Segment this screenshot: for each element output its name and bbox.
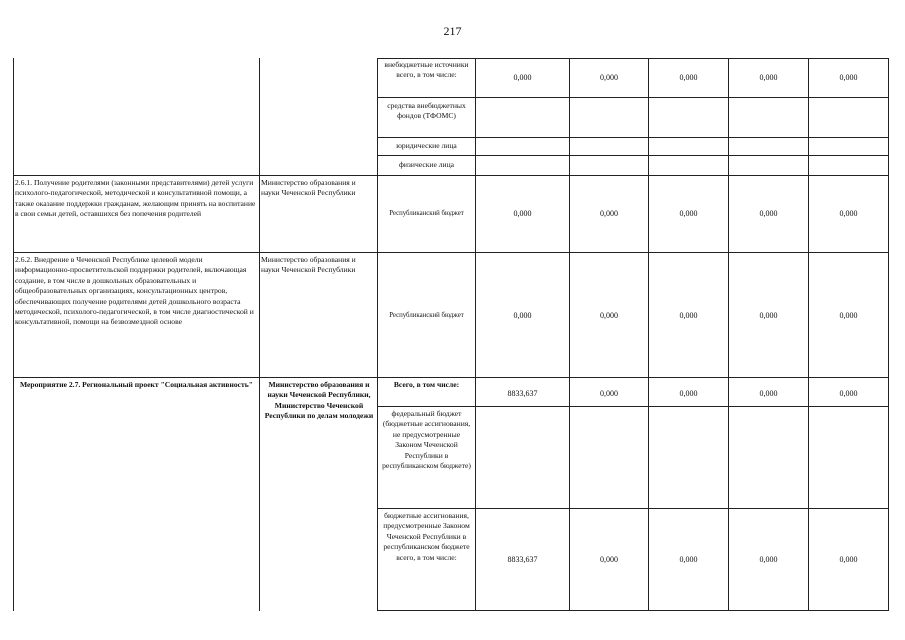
page-number: 217 [443, 24, 462, 38]
col-line-4 [475, 58, 476, 611]
value-cell: 0,000 [839, 311, 858, 320]
value-cell: 0,000 [600, 73, 618, 82]
source-cell: юридические лица [396, 141, 457, 150]
row-line-bottom [377, 610, 889, 611]
value-cell: 0,000 [839, 209, 858, 218]
value-cell: 0,000 [679, 73, 698, 82]
col-line-8 [808, 58, 809, 611]
source-cell: средства внебюджетных фондов (ТФОМС) [387, 101, 466, 121]
executor-cell: Министерство образования и науки Чеченской Республики, Министерство Чеченской Республики по делам молодежи [264, 380, 374, 421]
col-line-9 [888, 58, 889, 611]
value-cell: 0,000 [759, 555, 778, 564]
executor-cell: Министерство образования и науки Чеченской Республики [261, 255, 356, 275]
value-cell: 0,000 [679, 209, 698, 218]
value-cell: 0,000 [600, 209, 618, 218]
value-cell: 0,000 [759, 209, 778, 218]
event-name: 2.6.2. Внедрение в Чеченской Республике целевой модели информационно-просветительской поддержки родителей, включающая создание, в том числе в дошкольных образовательных и общеобразовательных организациях, консультационных центров, обеспечивающих получение родителями детей дошкольного возраста методической, психолого-педагогической, в том числе диагностической и консультативной, помощи на безвозмездной основе [15, 255, 254, 327]
value-cell: 0,000 [679, 389, 698, 398]
row-line-8 [377, 508, 889, 509]
source-cell: бюджетные ассигнования, предусмотренные Законом Чеченской Республики в республиканском бюджете всего, в том числе: [383, 511, 470, 562]
value-cell: 8833,637 [507, 555, 538, 564]
value-cell: 0,000 [600, 389, 618, 398]
row-line-1 [377, 97, 889, 98]
value-cell: 0,000 [679, 311, 698, 320]
value-cell: 0,000 [513, 311, 532, 320]
value-cell: 0,000 [839, 73, 858, 82]
col-line-5 [569, 58, 570, 611]
executor-cell: Министерство образования и науки Чеченской Республики [261, 178, 356, 198]
event-name: 2.6.1. Получение родителями (законными представителями) детей услуги психолого-педагогической, методической и консультативной помощи, а также оказание поддержки гражданам, желающим принять на воспитание в свои семьи детей, оставшихся без попечения родителей [15, 178, 256, 219]
value-cell: 0,000 [600, 555, 618, 564]
row-line-4 [13, 175, 889, 176]
value-cell: 0,000 [839, 389, 858, 398]
value-cell: 0,000 [513, 209, 532, 218]
source-cell: Всего, в том числе: [393, 380, 460, 389]
row-line-top [377, 58, 889, 59]
row-line-7 [377, 406, 889, 407]
value-cell: 0,000 [679, 555, 698, 564]
value-cell: 0,000 [600, 311, 618, 320]
activity-name: Мероприятие 2.7. Региональный проект "Социальная активность" [19, 380, 254, 389]
value-cell: 8833,637 [507, 389, 538, 398]
source-cell: внебюджетные источники всего, в том числе: [384, 60, 469, 80]
value-cell: 0,000 [513, 73, 532, 82]
source-cell: федеральный бюджет (бюджетные ассигнования, не предусмотренные Законом Чеченской Республики в республиканском бюджете) [382, 409, 471, 471]
col-line-2 [259, 58, 260, 611]
col-line-6 [648, 58, 649, 611]
value-cell: 0,000 [839, 555, 858, 564]
source-cell: Республиканский бюджет [389, 210, 464, 217]
row-line-6 [13, 377, 889, 378]
value-cell: 0,000 [759, 311, 778, 320]
value-cell: 0,000 [759, 73, 778, 82]
row-line-2 [377, 137, 889, 138]
source-cell: физические лица [398, 160, 455, 169]
source-cell: Республиканский бюджет [389, 312, 464, 319]
row-line-3 [377, 155, 889, 156]
col-line-3 [377, 58, 378, 611]
col-line-7 [728, 58, 729, 611]
value-cell: 0,000 [759, 389, 778, 398]
col-line-1 [13, 58, 14, 611]
row-line-5 [13, 252, 889, 253]
